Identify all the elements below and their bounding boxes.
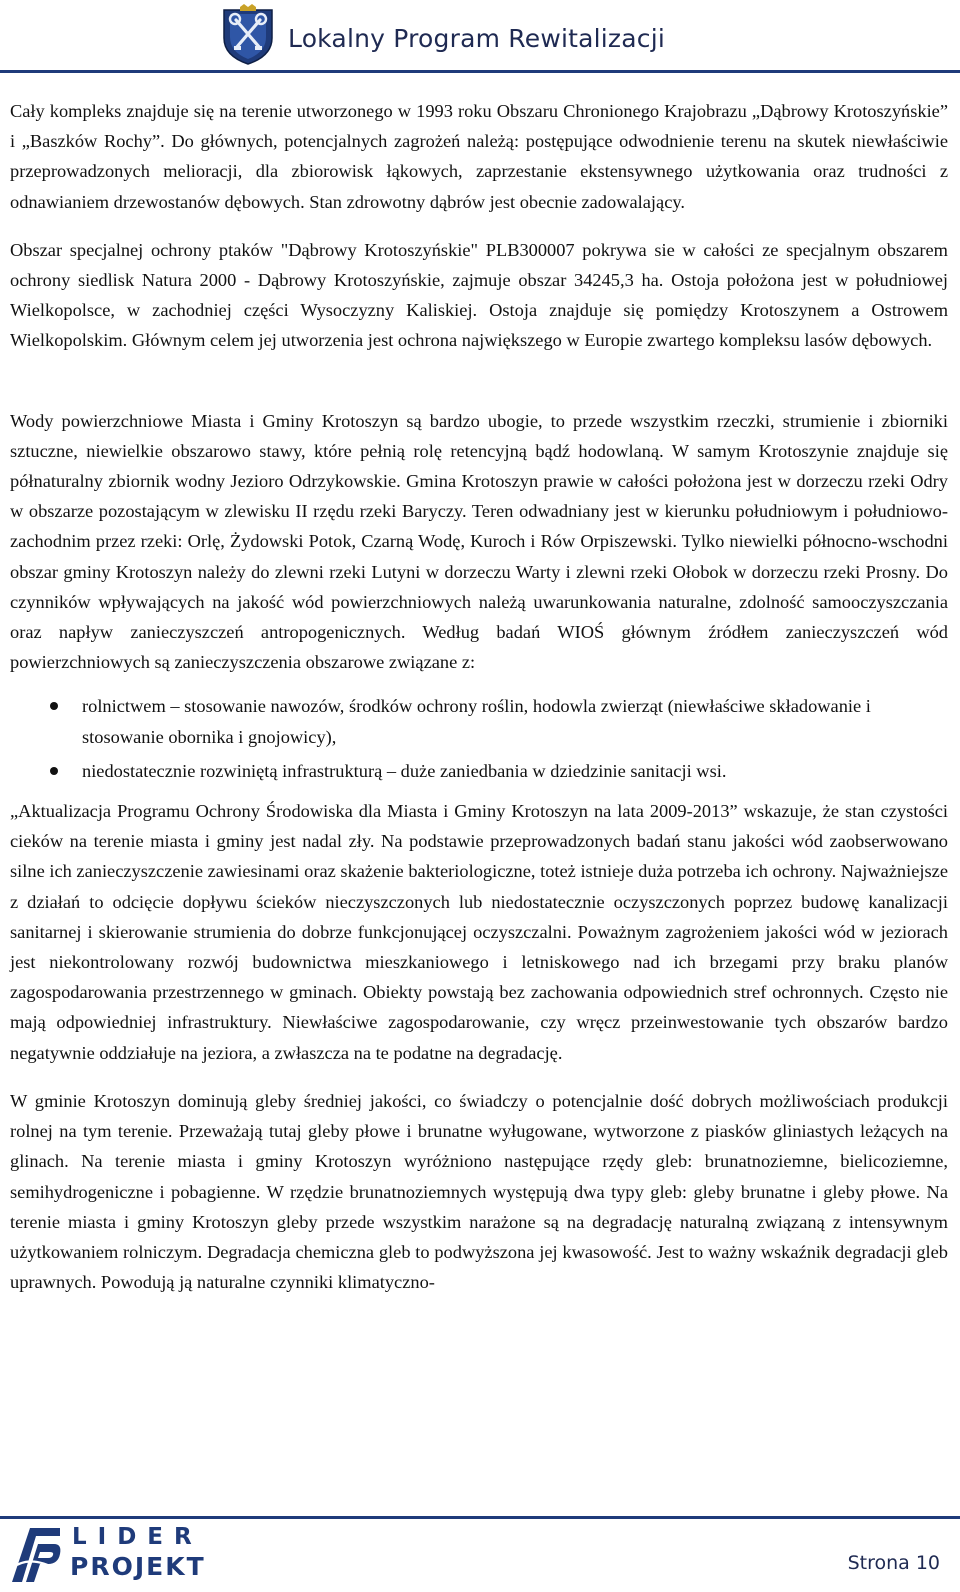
document-title: Lokalny Program Rewitalizacji bbox=[288, 24, 666, 53]
list-item-text: rolnictwem – stosowanie nawozów, środków ochrony roślin, hodowla zwierząt (niewłaściwe składowanie i stosowanie obornika i gnojowicy), bbox=[82, 696, 871, 747]
header-divider bbox=[0, 70, 960, 73]
list-item-text: niedostatecznie rozwiniętą infrastrukturą – duże zaniedbania w dziedzinie sanitacji wsi. bbox=[82, 760, 727, 781]
bullet-icon bbox=[50, 702, 58, 710]
lider-projekt-logo bbox=[10, 1524, 240, 1586]
city-crest-keys-icon bbox=[218, 4, 278, 66]
list-item bbox=[10, 756, 948, 786]
document-body bbox=[10, 96, 948, 1297]
footer-divider bbox=[0, 1516, 960, 1519]
pollution-sources-list bbox=[10, 691, 948, 786]
paragraph-environment-program: „Aktualizacja Programu Ochrony Środowiska dla Miasta i Gminy Krotoszyn na lata 2009-2013” wskazuje, że stan czystości cieków na terenie miasta i gminy jest nadal zły. Na podstawie przeprowadzonych badań stanu jakości wód zaobserwowano silne ich zanieczyszczenie zawiesinami oraz skażenie bakteriologiczne, toteż istnieje duża potrzeba ich ochrony. Najważniejsze z działań to odcięcie dopływu ścieków nieczyszczonych lub niedostatecznie oczyszczonych poprzez budowę kanalizacji sanitarnej i skierowanie strumienia do dobrze funkcjonującej oczyszczalni. Poważnym zagrożeniem jakości wód w jeziorach jest niekontrolowany rozwój budownictwa mieszkaniowego i letniskowego nad ich brzegami przy braku planów zagospodarowania przestrzennego w gminach. Obiekty powstają bez zachowania odpowiednich stref ochronnych. Często nie mają odpowiedniej infrastruktury. Niewłaściwe zagospodarowanie, czy wręcz przeinwestowanie tych obszarów bardzo negatywnie oddziałuje na jeziora, a zwłaszcza na te podatne na degradację. bbox=[10, 801, 948, 1063]
paragraph-natura-2000: Obszar specjalnej ochrony ptaków "Dąbrowy Krotoszyńskie" PLB300007 pokrywa sie w całości ze specjalnym obszarem ochrony siedlisk Natura 2000 - Dąbrowy Krotoszyńskie, zajmuje obszar 34245,3 ha. Ostoja położona jest w południowej Wielkopolsce, w zachodniej części Wysoczyzny Kaliskiej. Ostoja znajduje się pomiędzy Krotoszynem a Ostrowem Wielkopolskim. Głównym celem jej utworzenia jest ochrona największego w Europie zwartego kompleksu lasów dębowych. bbox=[10, 239, 948, 351]
logo-text-lider: LIDER bbox=[72, 1524, 203, 1550]
paragraph-soils: W gminie Krotoszyn dominują gleby średniej jakości, co świadczy o potencjalnie dość dobrych możliwościach produkcji rolnej na tym terenie. Przeważają tutaj gleby płowe i brunatne wyługowane, wytworzone z piasków gliniastych leżących na glinach. Na terenie miasta i gminy Krotoszyn wyróżniono następujące rzędy gleb: brunatnoziemne, bielicoziemne, semihydrogeniczne i pobagienne. W rzędzie brunatnoziemnych występują dwa typy gleb: gleby brunatne i gleby płowe. Na terenie miasta i gminy Krotoszyn gleby przede wszystkim narażone są na degradację naturalną związaną z intensywnym użytkowaniem rolniczym. Degradacja chemiczna gleb to podwyższona jej kwasowość. Jest to ważny wskaźnik degradacji gleb uprawnych. Powodują ją naturalne czynniki klimatyczno- bbox=[10, 1090, 948, 1293]
page-number: Strona 10 bbox=[847, 1552, 940, 1574]
bullet-icon bbox=[50, 767, 58, 775]
paragraph-surface-waters: Wody powierzchniowe Miasta i Gminy Krotoszyn są bardzo ubogie, to przede wszystkim rzeczki, strumienie i zbiorniki sztuczne, niewielkie obszarowo stawy, które pełnią rolę retencyjną bądź hodowlaną. W samym Krotoszynie znajduje się półnaturalny zbiornik wodny Jezioro Odrzykowskie. Gmina Krotoszyn prawie w całości położona jest w dorzeczu rzeki Odry w obszarze pozostającym w zlewisku II rzędu rzeki Baryczy. Teren odwadniany jest w kierunku południowym i południowo-zachodnim przez rzeki: Orlę, Żydowski Potok, Czarną Wodę, Kuroch i Rów Orpiszewski. Tylko niewielki północno-wschodni obszar gminy Krotoszyn należy do zlewni rzeki Lutyni w dorzeczu Warty i zlewni rzeki Ołobok w dorzeczu rzeki Prosny. Do czynników wpływających na jakość wód powierzchniowych należą uwarunkowania naturalne, zdolność samooczyszczania oraz napływ zanieczyszczeń antropogenicznych. Według badań WIOŚ głównym źródłem zanieczyszczeń wód powierzchniowych są zanieczyszczenia obszarowe związane z: bbox=[10, 410, 948, 673]
logo-text-projekt: PROJEKT bbox=[70, 1552, 206, 1581]
lider-projekt-logo-icon bbox=[10, 1524, 62, 1584]
list-item bbox=[10, 691, 948, 751]
paragraph-protected-landscape: Cały kompleks znajduje się na terenie utworzonego w 1993 roku Obszaru Chronionego Krajobrazu „Dąbrowy Krotoszyńskie” i „Baszków Rochy”. Do głównych, potencjalnych zagrożeń należą: postępujące odwodnienie terenu na skutek niewłaściwie przeprowadzonych melioracji, dla zbiorowisk łąkowych, zaprzestanie ekstensywnego użytkowania oraz trudności z odnawianiem drzewostanów dębowych. Stan zdrowotny dąbrów jest obecnie zadowalający. bbox=[10, 101, 948, 212]
page-header bbox=[0, 0, 960, 78]
